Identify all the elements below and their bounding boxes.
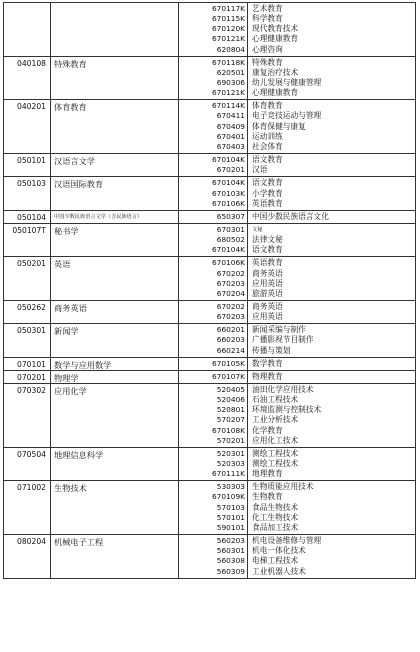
vocational-major-code: 560308: [216, 556, 245, 566]
vocational-major-code: 670121K: [211, 88, 245, 98]
vocational-major-code: 670106K: [211, 258, 245, 268]
major-code-text: 050301: [17, 326, 46, 336]
major-code-text: 050262: [17, 303, 46, 312]
undergrad-major-name: 体育教育: [54, 102, 87, 113]
vocational-major-code: 670104K: [211, 155, 245, 165]
vocational-major-row: [3, 68, 416, 78]
vocational-major-row: [3, 178, 416, 188]
vocational-major-code: 670115K: [211, 14, 245, 24]
vocational-major-row: [3, 225, 416, 235]
vocational-major-code: 670409: [216, 121, 245, 131]
vocational-major-row: [3, 111, 416, 121]
vocational-major-code: 570201: [216, 435, 245, 445]
vocational-major-row: [3, 279, 416, 289]
vocational-major-name: 工业机器人技术: [252, 566, 306, 576]
vocational-major-row: [3, 492, 416, 502]
major-code-text: 050104: [17, 212, 46, 222]
major-code-text: 070302: [17, 386, 46, 396]
undergrad-major-name: 商务英语: [54, 303, 87, 313]
vocational-major-code: 590101: [216, 522, 245, 532]
vocational-major-code: 670109K: [211, 492, 245, 502]
vocational-major-name: 商务英语: [252, 302, 283, 311]
vocational-major-name: 语文教育: [252, 155, 283, 165]
vocational-major-row: [3, 325, 416, 335]
vocational-major-name: 电梯工程技术: [252, 556, 299, 566]
vocational-major-row: [3, 503, 416, 513]
vocational-major-name: 应用化工技术: [252, 435, 299, 445]
vocational-major-row: [3, 459, 416, 469]
major-group: [3, 370, 416, 383]
vocational-major-code: 520405: [216, 385, 245, 395]
vocational-major-name: 新闻采编与制作: [252, 325, 306, 335]
vocational-major-row: [3, 482, 416, 492]
vocational-major-name: 食品生物技术: [252, 502, 299, 512]
vocational-major-code: 670201: [216, 165, 245, 175]
vocational-major-code: 670108K: [211, 425, 245, 435]
vocational-major-row: [3, 4, 416, 14]
vocational-major-code: 690306: [216, 78, 245, 88]
vocational-major-name: 石油工程技术: [252, 395, 299, 405]
vocational-major-name: 地理教育: [252, 469, 283, 479]
vocational-major-row: [3, 88, 416, 98]
vocational-major-name: 化工生物技术: [252, 512, 299, 522]
vocational-major-row: [3, 335, 416, 345]
major-group: [3, 480, 416, 534]
vocational-major-row: [3, 245, 416, 255]
vocational-major-name: 机电设备维修与管理: [252, 536, 322, 546]
vocational-major-row: [3, 24, 416, 34]
vocational-major-row: [3, 523, 416, 533]
major-group: [3, 256, 416, 300]
vocational-major-code: 520801: [216, 405, 245, 415]
vocational-major-name: 体育保健与康复: [252, 121, 306, 131]
vocational-major-name: 英语教育: [252, 258, 283, 268]
vocational-major-code: 680502: [216, 235, 245, 245]
vocational-major-code: 560309: [216, 566, 245, 576]
vocational-major-name: 生物质能应用技术: [252, 482, 314, 492]
undergrad-major-name: 秘书学: [54, 225, 79, 236]
vocational-major-row: [3, 385, 416, 395]
vocational-major-row: [3, 155, 416, 165]
vocational-major-name: 心理咨询: [252, 44, 283, 54]
vocational-major-name: 社会体育: [252, 141, 283, 151]
vocational-major-row: [3, 101, 416, 111]
vocational-major-row: [3, 189, 416, 199]
vocational-major-row: [3, 536, 416, 546]
undergrad-major-name: 机械电子工程: [54, 537, 104, 548]
major-group: [3, 447, 416, 480]
vocational-major-code: 670106K: [211, 198, 245, 208]
vocational-major-row: [3, 556, 416, 566]
undergrad-major-name: 地理信息科学: [54, 449, 104, 460]
vocational-major-row: [3, 45, 416, 55]
major-group: [3, 323, 416, 356]
vocational-major-code: 670401: [216, 131, 245, 141]
vocational-major-code: 670411: [216, 111, 245, 121]
vocational-major-name: 环境监测与控制技术: [252, 405, 322, 415]
vocational-major-name: 语文教育: [252, 245, 283, 255]
major-code-text: 070504: [17, 449, 46, 459]
major-group: [3, 357, 416, 370]
vocational-major-row: [3, 289, 416, 299]
vocational-major-name: 心理健康教育: [252, 88, 299, 98]
vocational-major-name: 机电一体化技术: [252, 546, 306, 556]
vocational-major-name: 测绘工程技术: [252, 459, 299, 469]
vocational-major-code: 560301: [216, 546, 245, 556]
major-group: [3, 99, 416, 153]
vocational-major-name: 科学教育: [252, 14, 283, 24]
undergrad-major-name: 生物技术: [54, 483, 87, 494]
vocational-major-row: [3, 436, 416, 446]
major-code-text: 040108: [17, 58, 46, 68]
vocational-major-name: 传播与策划: [252, 345, 291, 355]
vocational-major-name: 工业分析技术: [252, 415, 299, 425]
vocational-major-row: [3, 405, 416, 415]
vocational-major-code: 670118K: [211, 57, 245, 67]
vocational-major-code: 530303: [216, 482, 245, 492]
vocational-major-name: 心理健康教育: [252, 34, 299, 44]
vocational-major-name: 汉语: [252, 165, 268, 175]
vocational-major-name: 数学教育: [252, 358, 283, 368]
vocational-major-code: 570101: [216, 512, 245, 522]
vocational-major-row: [3, 302, 416, 312]
major-group: [3, 534, 416, 579]
undergrad-major-name: 数学与应用数学: [54, 359, 112, 370]
undergrad-major-name: 汉语言文学: [54, 156, 95, 167]
vocational-major-code: 620501: [216, 67, 245, 77]
major-code-text: 050103: [17, 179, 46, 189]
undergrad-major-name: 中国少数民族语言文学（含民族语言）: [54, 213, 143, 220]
vocational-major-row: [3, 212, 416, 222]
major-code-text: 070201: [17, 372, 46, 382]
vocational-major-name: 广播影视节目制作: [252, 335, 314, 345]
vocational-major-code: 570207: [216, 415, 245, 425]
undergrad-major-name: 汉语国际教育: [54, 179, 104, 190]
vocational-major-code: 670111K: [211, 469, 245, 479]
vocational-major-code: 670204: [216, 288, 245, 298]
vocational-major-row: [3, 359, 416, 369]
vocational-major-row: [3, 312, 416, 322]
vocational-major-name: 生物教育: [252, 492, 283, 502]
vocational-major-row: [3, 122, 416, 132]
vocational-major-name: 英语教育: [252, 198, 283, 208]
major-code-text: 071002: [17, 483, 46, 493]
vocational-major-name: 艺术教育: [252, 4, 283, 13]
vocational-major-code: 670117K: [211, 4, 245, 13]
vocational-major-row: [3, 142, 416, 152]
vocational-major-name: 测绘工程技术: [252, 448, 299, 458]
major-mapping-table: [3, 2, 416, 579]
vocational-major-row: [3, 415, 416, 425]
vocational-major-code: 670203: [216, 278, 245, 288]
vocational-major-code: 670121K: [211, 34, 245, 44]
vocational-major-row: [3, 372, 416, 382]
vocational-major-name: 幼儿发展与健康管理: [252, 78, 322, 88]
major-group: [3, 2, 416, 56]
vocational-major-code: 670107K: [211, 371, 245, 381]
vocational-major-code: 670105K: [211, 358, 245, 368]
major-code-text: 050107T: [12, 225, 46, 235]
vocational-major-code: 670103K: [211, 188, 245, 198]
major-code-text: 080204: [17, 537, 46, 547]
vocational-major-name: 小学教育: [252, 188, 283, 198]
vocational-major-name: 文秘: [252, 226, 263, 233]
undergrad-major-name: 物理学: [54, 372, 79, 383]
major-group: [3, 223, 416, 256]
vocational-major-row: [3, 546, 416, 556]
undergrad-major-name: 特殊教育: [54, 58, 87, 69]
vocational-major-code: 660214: [216, 345, 245, 355]
vocational-major-row: [3, 258, 416, 268]
vocational-major-name: 油田化学应用技术: [252, 385, 314, 395]
major-code-text: 050201: [17, 259, 46, 269]
vocational-major-row: [3, 469, 416, 479]
vocational-major-row: [3, 395, 416, 405]
vocational-major-code: 670403: [216, 141, 245, 151]
vocational-major-name: 物理教育: [252, 371, 283, 381]
vocational-major-name: 语文教育: [252, 178, 283, 188]
vocational-major-name: 电子竞技运动与管理: [252, 111, 322, 121]
undergrad-major-name: 英语: [54, 259, 71, 270]
vocational-major-name: 法律文秘: [252, 235, 283, 245]
vocational-major-row: [3, 567, 416, 577]
major-group: [3, 383, 416, 447]
vocational-major-code: 670202: [216, 268, 245, 278]
vocational-major-row: [3, 132, 416, 142]
vocational-major-row: [3, 165, 416, 175]
vocational-major-row: [3, 34, 416, 44]
vocational-major-name: 应用英语: [252, 278, 283, 288]
vocational-major-name: 运动训练: [252, 131, 283, 141]
vocational-major-row: [3, 235, 416, 245]
major-code-text: 050101: [17, 156, 46, 166]
major-code-text: 070101: [17, 359, 46, 369]
undergrad-major-name: 应用化学: [54, 386, 87, 397]
major-group: [3, 176, 416, 209]
vocational-major-name: 特殊教育: [252, 57, 283, 67]
vocational-major-code: 520301: [216, 448, 245, 458]
vocational-major-code: 670104K: [211, 178, 245, 188]
vocational-major-code: 670202: [216, 302, 245, 311]
vocational-major-name: 应用英语: [252, 312, 283, 322]
vocational-major-name: 体育教育: [252, 101, 283, 111]
vocational-major-row: [3, 513, 416, 523]
vocational-major-name: 食品加工技术: [252, 522, 299, 532]
vocational-major-code: 560203: [216, 536, 245, 546]
vocational-major-row: [3, 78, 416, 88]
undergrad-major-name: 新闻学: [54, 326, 79, 337]
vocational-major-row: [3, 426, 416, 436]
major-code-text: 040201: [17, 102, 46, 112]
vocational-major-code: 670203: [216, 312, 245, 322]
major-group: [3, 210, 416, 223]
vocational-major-code: 670120K: [211, 24, 245, 34]
vocational-major-row: [3, 449, 416, 459]
vocational-major-code: 520303: [216, 459, 245, 469]
vocational-major-code: 670114K: [211, 101, 245, 111]
vocational-major-name: 旅游英语: [252, 288, 283, 298]
major-group: [3, 300, 416, 323]
vocational-major-name: 康复治疗技术: [252, 67, 299, 77]
vocational-major-code: 660203: [216, 335, 245, 345]
vocational-major-code: 650307: [216, 211, 245, 221]
vocational-major-code: 670104K: [211, 245, 245, 255]
vocational-major-row: [3, 14, 416, 24]
vocational-major-code: 570103: [216, 502, 245, 512]
vocational-major-name: 现代教育技术: [252, 24, 299, 34]
vocational-major-row: [3, 269, 416, 279]
vocational-major-name: 商务英语: [252, 268, 283, 278]
vocational-major-code: 660201: [216, 325, 245, 335]
vocational-major-name: 中国少数民族语言文化: [252, 211, 329, 221]
vocational-major-row: [3, 58, 416, 68]
vocational-major-code: 670301: [216, 224, 245, 234]
vocational-major-row: [3, 346, 416, 356]
vocational-major-row: [3, 199, 416, 209]
major-group: [3, 56, 416, 100]
vocational-major-code: 520406: [216, 395, 245, 405]
major-group: [3, 153, 416, 176]
vocational-major-code: 620804: [216, 44, 245, 54]
vocational-major-name: 化学教育: [252, 425, 283, 435]
